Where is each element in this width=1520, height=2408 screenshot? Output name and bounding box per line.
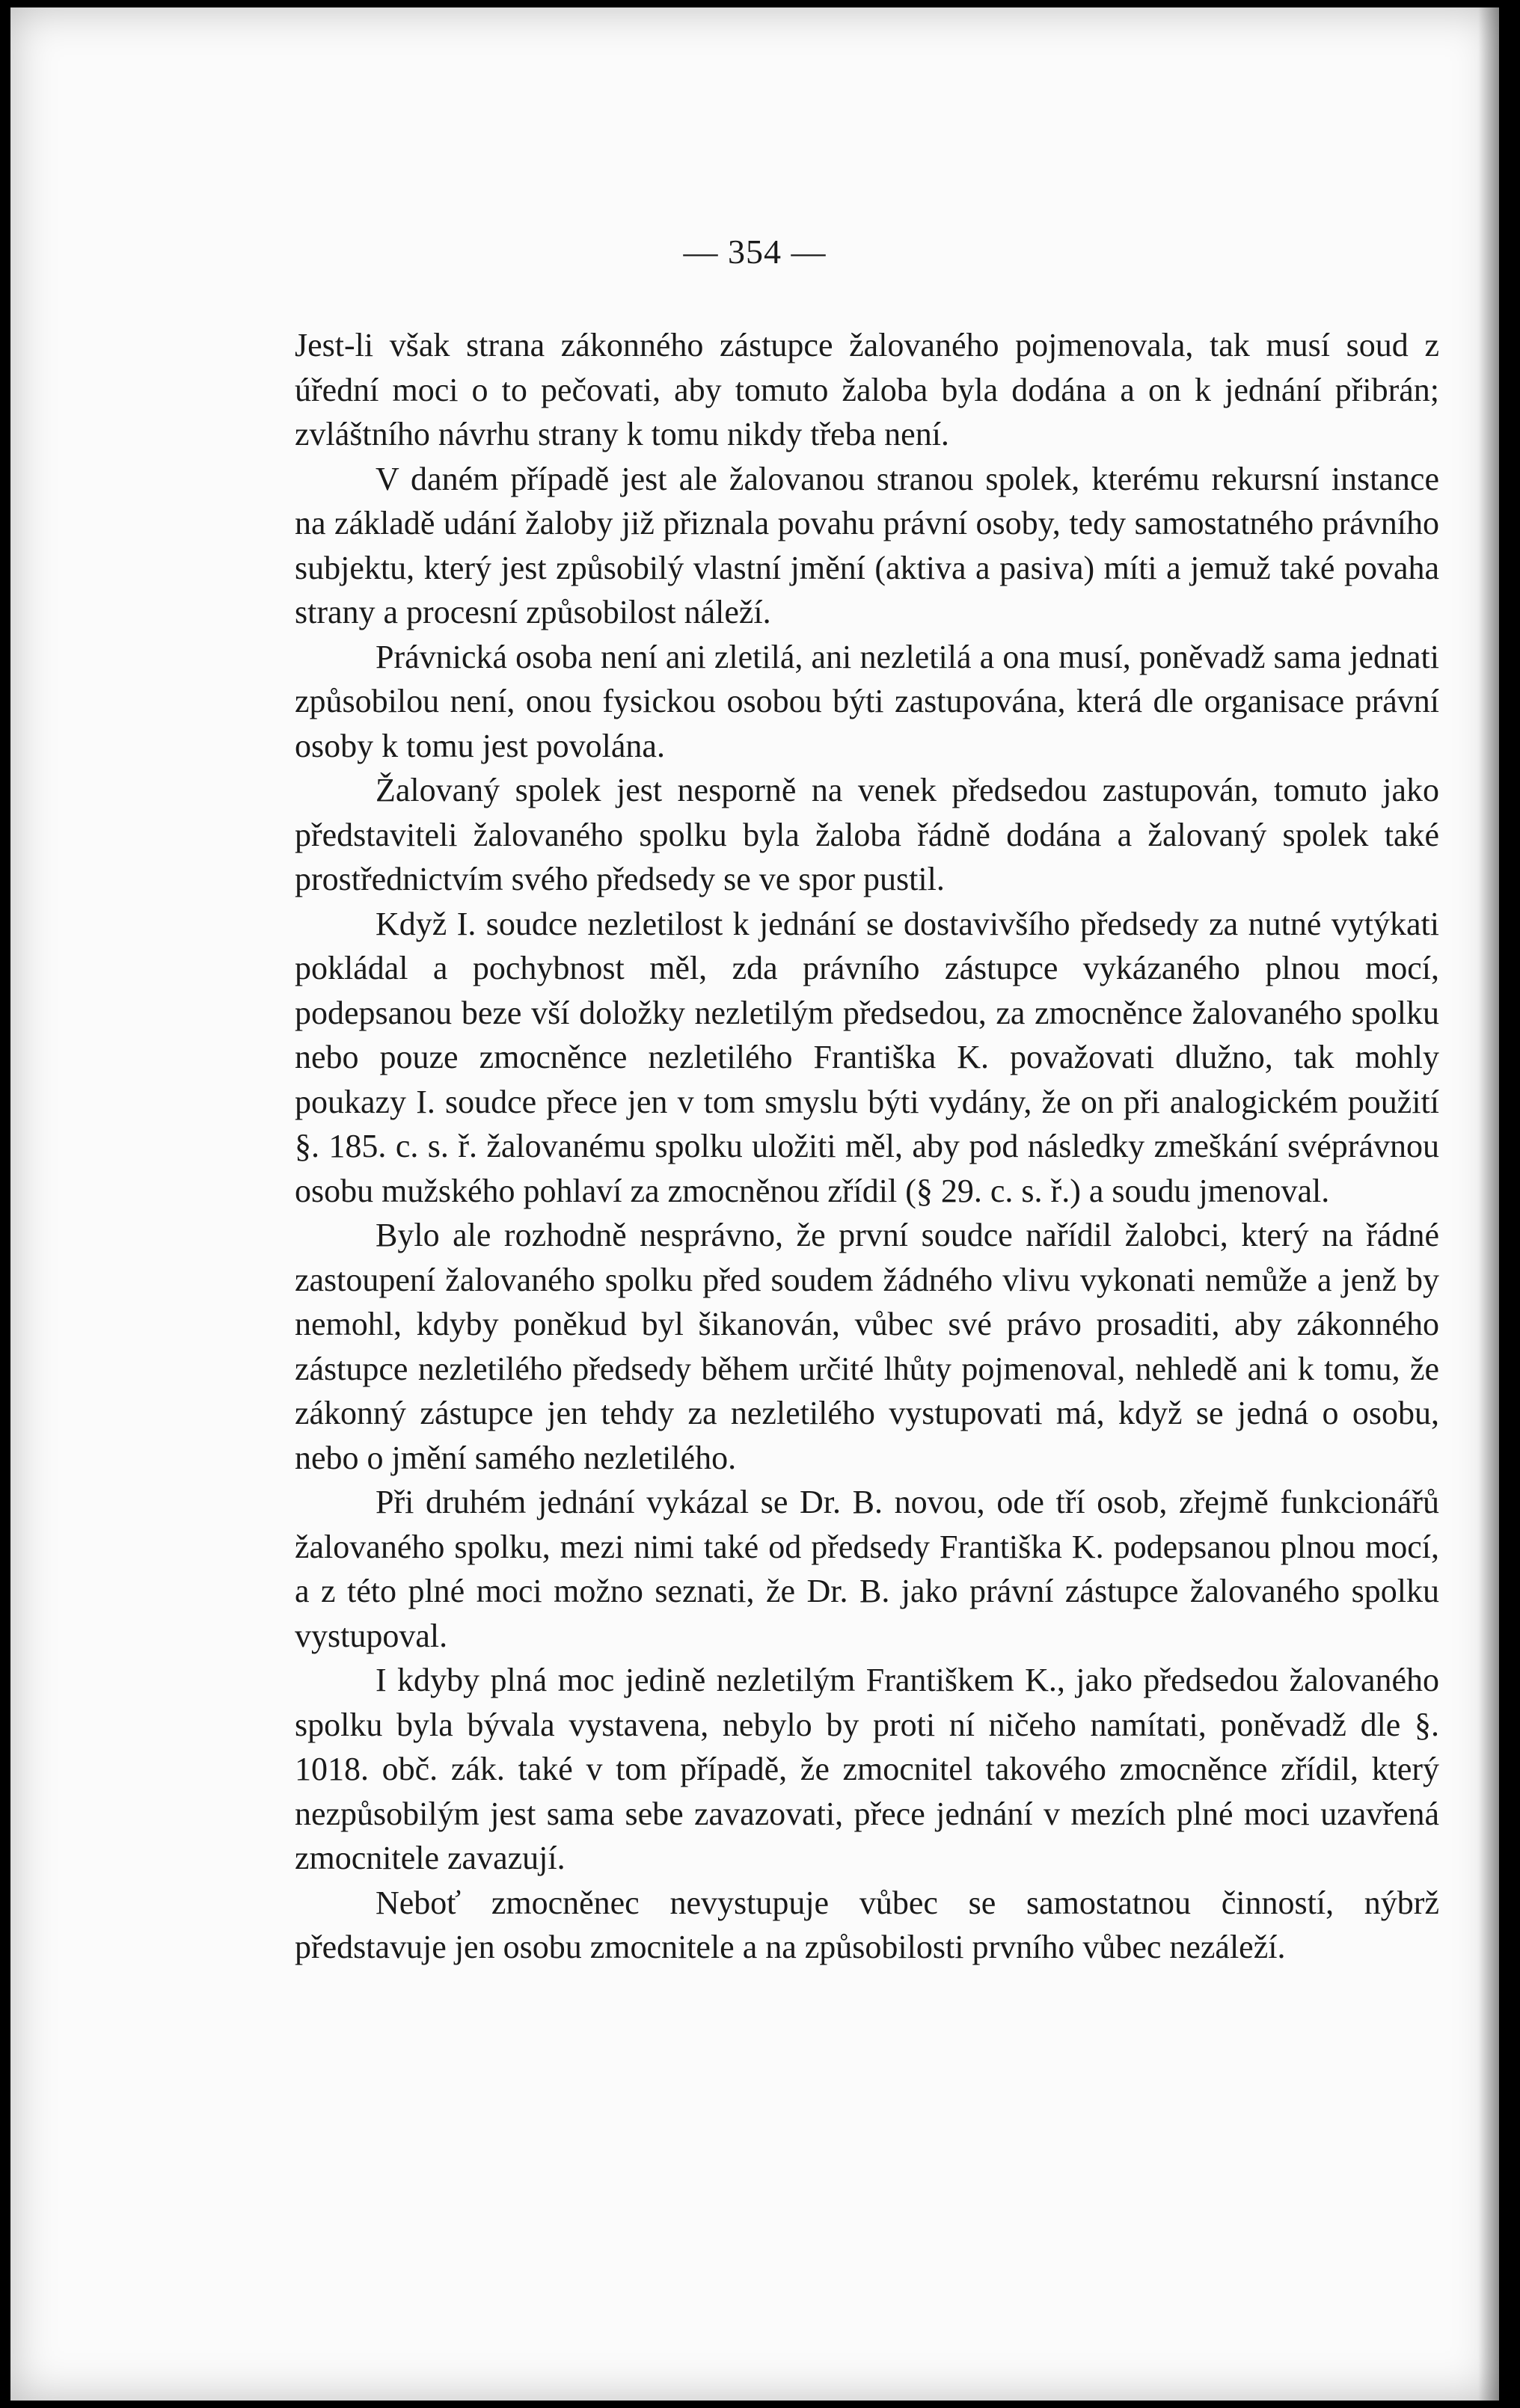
scan-shadow	[1478, 7, 1499, 2401]
paragraph: Když I. soudce nezletilost k jednání se dostavivšího předsedy za nutné vytýkati pokládal a pochybnost měl, zda právního zástupce vykázaného plnou mocí, podepsanou beze vší doložky nezletilým předsedou, za zmocněnce žalovaného spolku nebo pouze zmocněnce nezletilého Františka K. považovati dlužno, tak mohly poukazy I. soudce přece jen v tom smyslu býti vydány, že on při analogickém použití §. 185. c. s. ř. žalovanému spolku uložiti měl, aby pod následky zmeškání svéprávnou osobu mužského pohlaví za zmocněnou zřídil (§ 29. c. s. ř.) a soudu jmenoval.	[295, 905, 1439, 1209]
page-number: — 354 —	[683, 233, 827, 271]
paragraph: V daném případě jest ale žalovanou stranou spolek, kterému rekursní instance na základě udání žaloby již přiznala povahu právní osoby, tedy samostatného právního subjektu, který jest způsobilý vlastní jmění (aktiva a pasiva) míti a jemuž také povaha strany a procesní způsobilost náleží.	[295, 460, 1439, 630]
paragraph: I kdyby plná moc jedině nezletilým Františkem K., jako předsedou žalovaného spolku byla bývala vystavena, nebylo by proti ní ničeho namítati, poněvadž dle §. 1018. obč. zák. také v tom případě, že zmocnitel takového zmocněnce zřídil, který nezpůsobilým jest sama sebe zavazovati, přece jednání v mezích plné moci uzavřená zmocnitele zavazují.	[295, 1662, 1439, 1876]
paragraph: Žalovaný spolek jest nesporně na venek předsedou zastupován, tomuto jako představiteli žalovaného spolku byla žaloba řádně dodána a žalovaný spolek také prostřednictvím svého předsedy se ve spor pustil.	[295, 772, 1439, 897]
paragraph: Jest-li však strana zákonného zástupce žalovaného pojmenovala, tak musí soud z úřední moci o to pečovati, aby tomuto žaloba byla dodána a on k jednání přibrán; zvláštního návrhu strany k tomu nikdy třeba není.	[295, 327, 1439, 452]
paragraph: Právnická osoba není ani zletilá, ani nezletilá a ona musí, poněvadž sama jednati způsobilou není, onou fysickou osobou býti zastupována, která dle organisace právní osoby k tomu jest povolána.	[295, 638, 1439, 764]
scanned-page	[10, 7, 1499, 2401]
paragraph: Při druhém jednání vykázal se Dr. B. novou, ode tří osob, zřejmě funkcionářů žalovaného spolku, mezi nimi také od předsedy Františka K. podepsanou plnou mocí, a z této plné moci možno seznati, že Dr. B. jako právní zástupce žalovaného spolku vystupoval.	[295, 1484, 1439, 1654]
paragraph: Bylo ale rozhodně nesprávno, že první soudce nařídil žalobci, který na řádné zastoupení žalovaného spolku před soudem žádného vlivu vykonati nemůže a jenž by nemohl, kdyby poněkud byl šikanován, vůbec své právo prosaditi, aby zákonného zástupce nezletilého předsedy během určité lhůty pojmenoval, nehledě ani k tomu, že zákonný zástupce jen tehdy za nezletilého vystupovati má, když se jedná o osobu, nebo o jmění samého nezletilého.	[295, 1217, 1439, 1476]
paragraph: Neboť zmocněnec nevystupuje vůbec se samostatnou činností, nýbrž představuje jen osobu zmocnitele a na způsobilosti prvního vůbec nezáleží.	[295, 1884, 1439, 1965]
body-text	[295, 323, 1439, 1970]
